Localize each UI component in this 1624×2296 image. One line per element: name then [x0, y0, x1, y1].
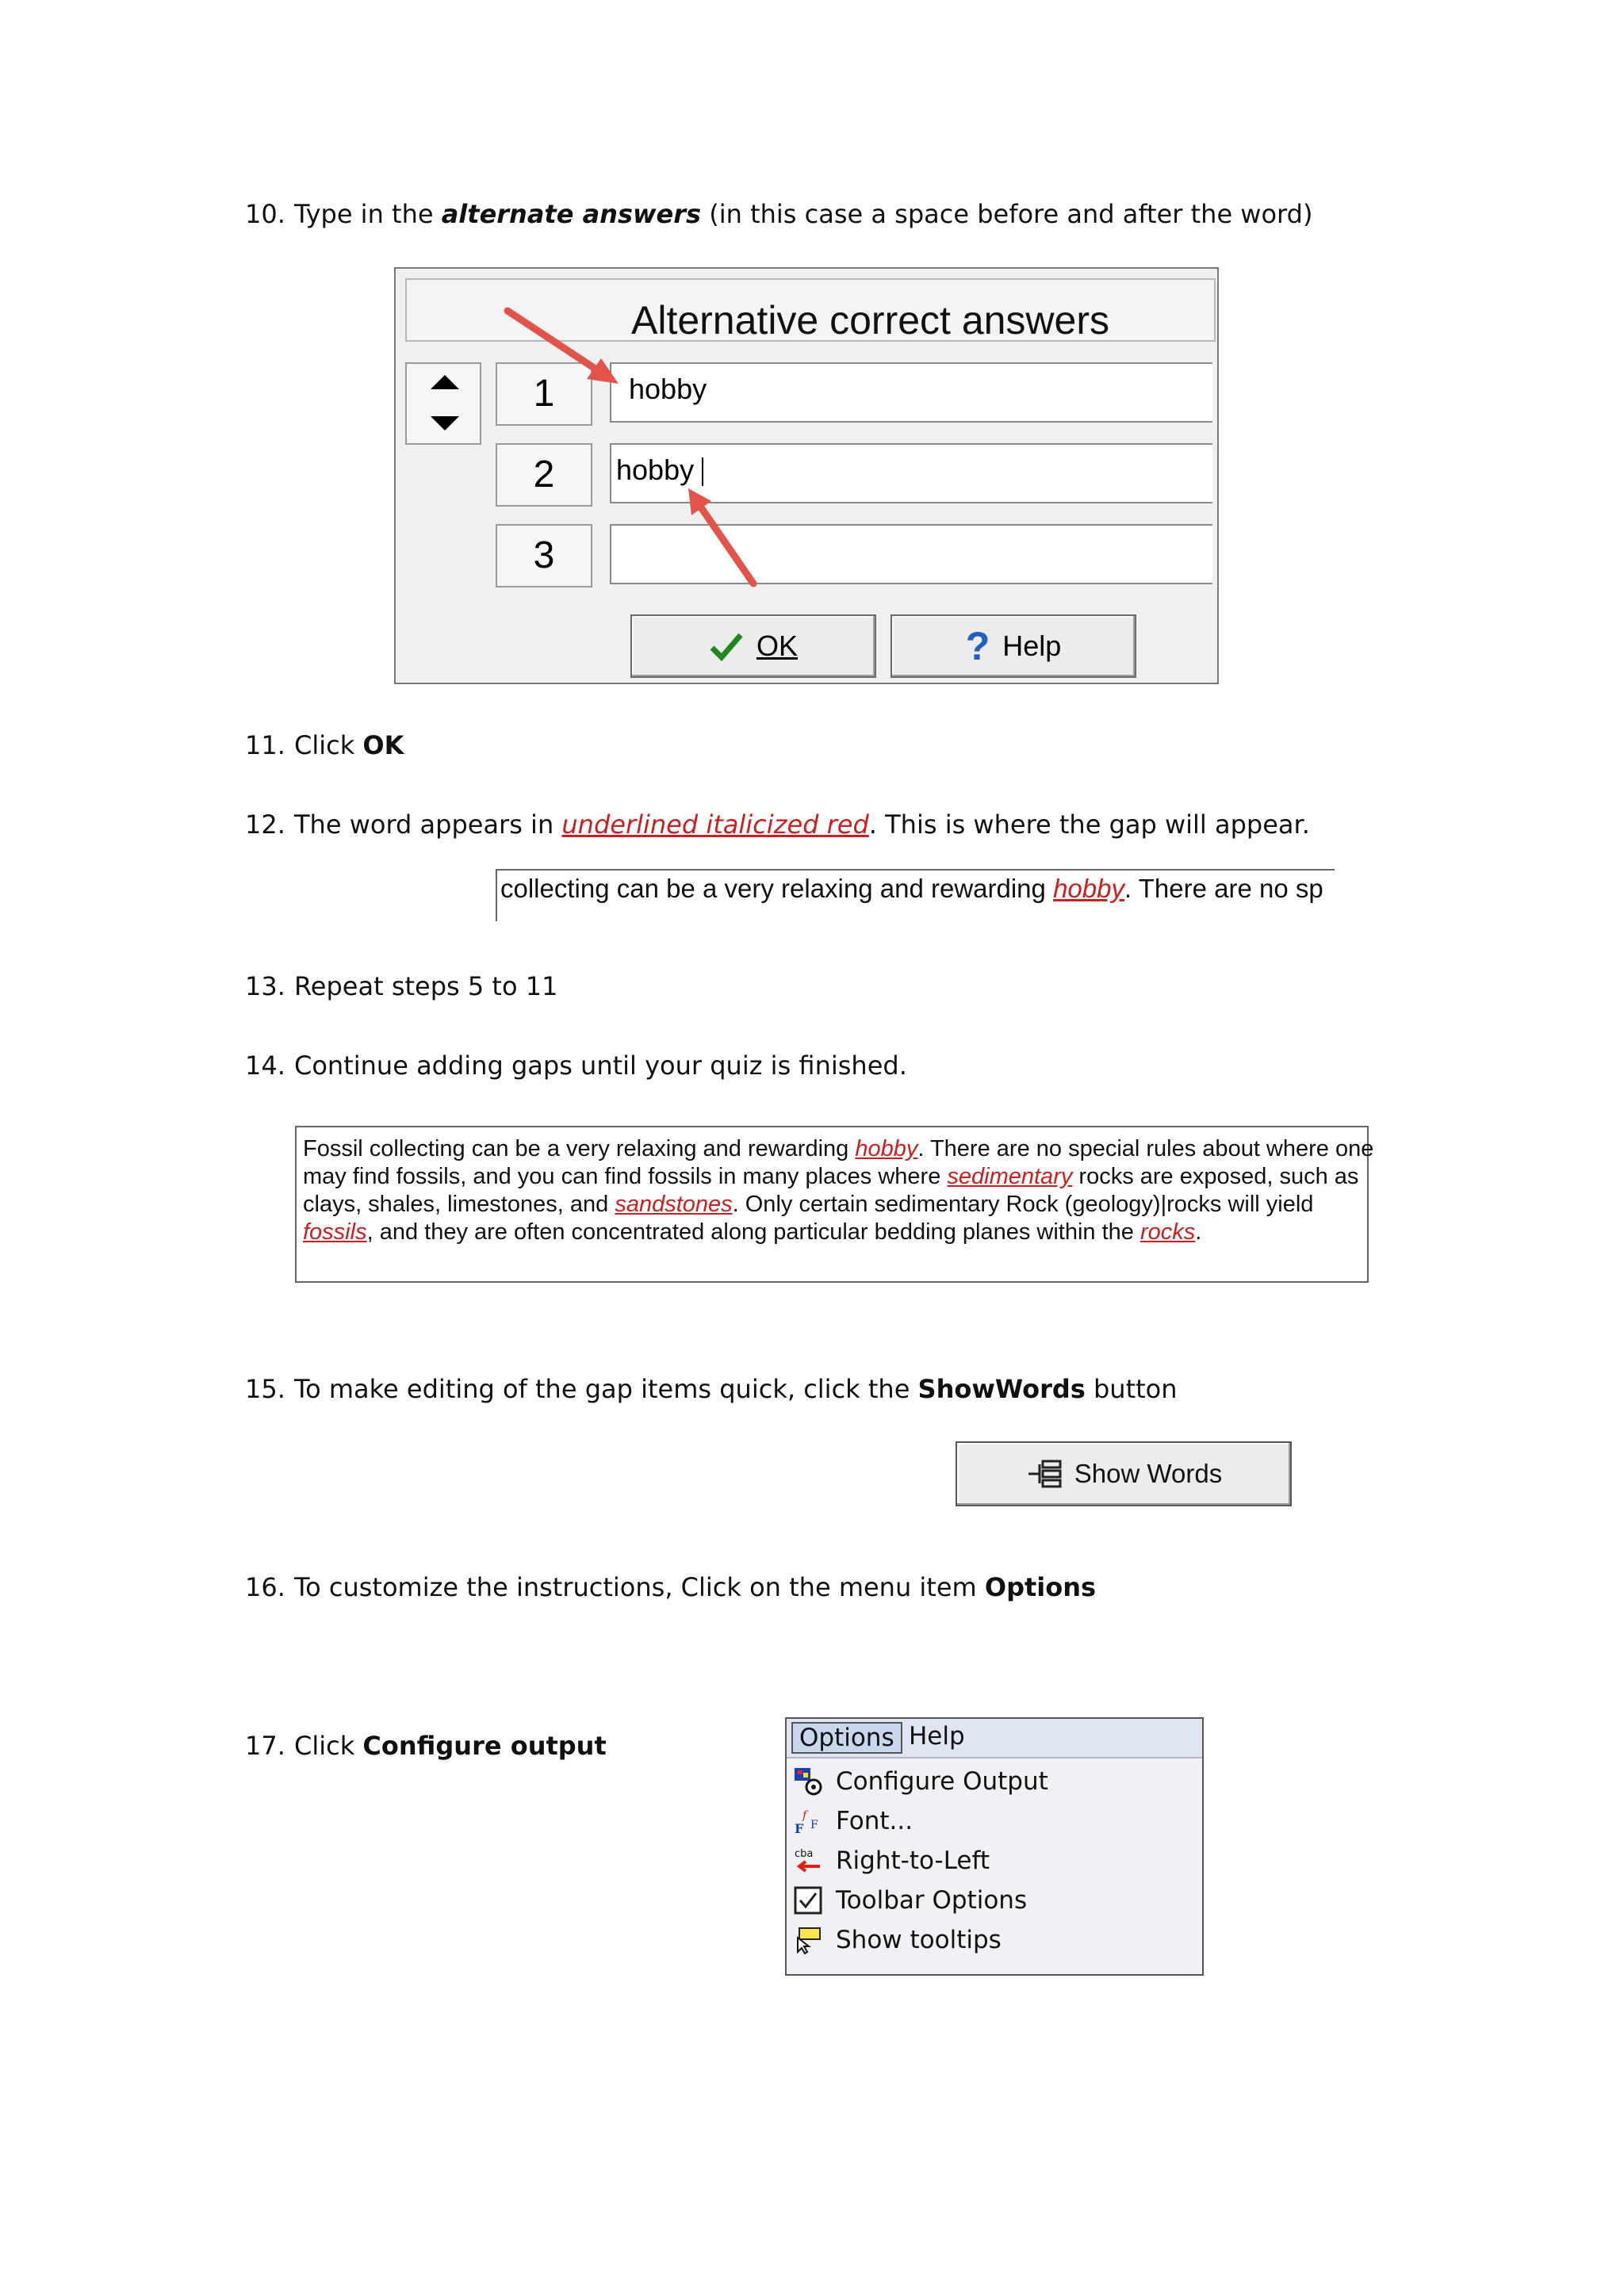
right-to-left-icon — [793, 1846, 823, 1876]
checkmark-icon — [709, 630, 744, 662]
help-icon: ? — [965, 624, 990, 668]
menu-item-toolbar-options[interactable]: Toolbar Options — [787, 1881, 1202, 1920]
dialog-title-bar — [405, 278, 1216, 342]
configure-output-icon — [793, 1766, 823, 1797]
toolbar-options-icon — [793, 1885, 823, 1915]
menu-options[interactable]: Options — [791, 1722, 902, 1754]
svg-text:f: f — [802, 1809, 807, 1822]
ok-button[interactable]: OK — [630, 614, 876, 678]
answer-number-3: 3 — [496, 524, 592, 587]
dialog-title: Alternative correct answers — [631, 298, 1110, 342]
answer-field-1[interactable]: hobby — [610, 362, 1212, 423]
answer-field-3[interactable] — [610, 524, 1212, 584]
alternative-answers-dialog — [394, 267, 1219, 684]
step-11: 11. Click OK — [245, 730, 404, 760]
menu-help[interactable]: Help — [909, 1722, 965, 1751]
text-cursor — [702, 457, 703, 486]
font-icon — [793, 1806, 823, 1836]
step-10: 10. Type in the alternate answers (in this case a space before and after the word) — [245, 199, 1313, 229]
answer-number-2: 2 — [496, 443, 592, 507]
step-number: 10. — [245, 199, 285, 229]
help-button[interactable]: ? Help — [891, 614, 1136, 678]
gap-word: sedimentary — [947, 1164, 1073, 1189]
gap-word: hobby — [855, 1136, 918, 1161]
answer-field-2[interactable]: hobby — [610, 443, 1212, 503]
svg-text:cba: cba — [795, 1848, 814, 1860]
options-menu — [785, 1717, 1204, 1976]
step-15: 15. To make editing of the gap items quick, click the ShowWords button — [245, 1374, 1178, 1404]
svg-text:F: F — [795, 1821, 804, 1836]
menu-item-show-tooltips[interactable]: Show tooltips — [787, 1920, 1202, 1960]
menu-bar — [787, 1719, 1202, 1758]
menu-item-font[interactable]: F f F Font... — [795, 1807, 914, 1836]
svg-text:F: F — [810, 1819, 818, 1831]
row-spinner[interactable] — [405, 362, 481, 445]
step-12: 12. The word appears in underlined italicized red. This is where the gap will appear. — [245, 809, 1310, 840]
menu-item-right-to-left[interactable]: cba Right-to-Left — [795, 1846, 990, 1875]
move-up-button[interactable] — [407, 364, 480, 404]
show-tooltips-icon — [793, 1925, 823, 1955]
gap-word: rocks — [1139, 1219, 1196, 1245]
arrow-down-icon — [431, 416, 459, 430]
gap-word: hobby — [1053, 874, 1124, 903]
gap-preview-strip: collecting can be a very relaxing and rewarding hobby. There are no sp — [496, 869, 1335, 921]
step-17: 17. Click Configure output — [245, 1731, 607, 1761]
arrow-up-icon — [431, 375, 459, 389]
gap-word: sandstones — [615, 1192, 733, 1217]
tree-list-icon — [1025, 1460, 1063, 1488]
quiz-text-preview: Fossil collecting can be a very relaxing and rewarding hobby. There are no special rules about where one may find fossils, and you can find fossils in many places where sedimentary rocks are exposed, such as clays, shales, limestones, and sandstones. Only certain sedimentary Rock (geology)|rocks will yield fossils, and they are often concentrated along particular bedding planes within the rocks. — [295, 1126, 1369, 1283]
gap-word: fossils — [303, 1219, 367, 1245]
step-13: 13. Repeat steps 5 to 11 — [245, 971, 558, 1001]
step-14: 14. Continue adding gaps until your quiz is finished. — [245, 1050, 907, 1081]
menu-item-configure-output[interactable]: Configure Output — [787, 1762, 1202, 1801]
show-words-button[interactable]: Show Words — [956, 1441, 1292, 1506]
move-down-button[interactable] — [407, 404, 480, 443]
step-16: 16. To customize the instructions, Click on the menu item Options — [245, 1572, 1097, 1602]
answer-number-1: 1 — [496, 362, 592, 426]
